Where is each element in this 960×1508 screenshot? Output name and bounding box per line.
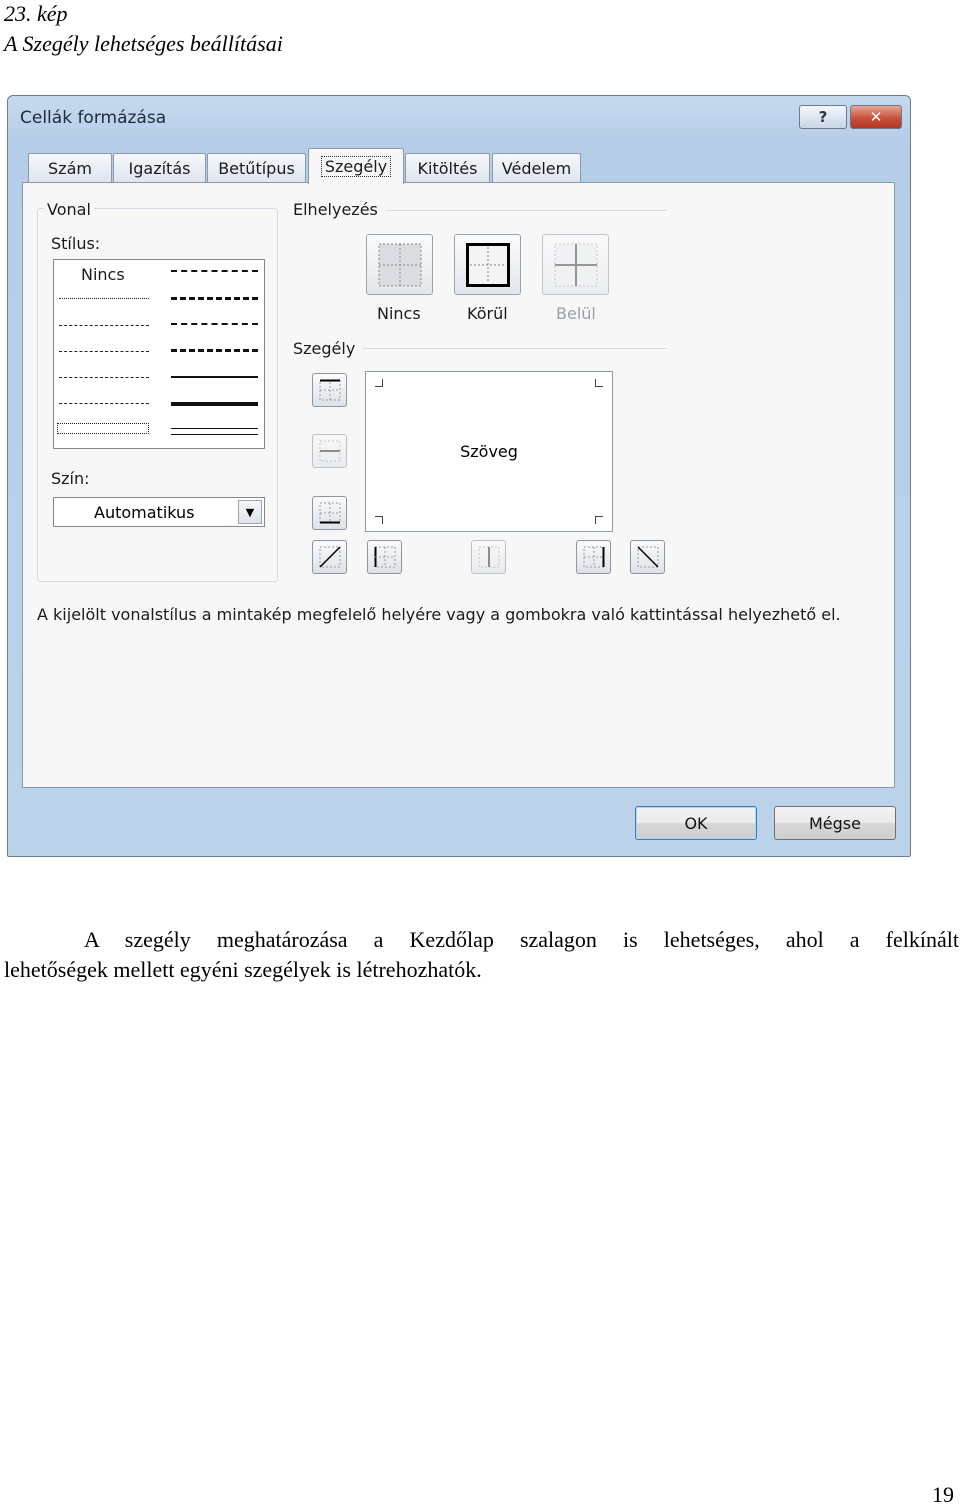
style-medium-dash-dot-dot[interactable] [171,270,258,272]
style-none[interactable]: Nincs [81,265,125,284]
border-top-button[interactable] [312,373,347,407]
figure-title: A Szegély lehetséges beállításai [4,31,283,56]
ok-button[interactable]: OK [635,806,757,840]
line-group-title: Vonal [44,200,94,219]
dialog-title: Cellák formázása [20,108,167,128]
border-outline-icon [466,243,510,287]
body-paragraph-line-1: A szegély meghatározása a Kezdőlap szalagon is lehetséges, ahol a felkínált [84,927,959,952]
line-style-list [53,259,265,449]
close-button[interactable]: ✕ [850,105,902,129]
border-preview[interactable] [365,371,613,532]
border-inside-vertical-button[interactable] [471,540,506,574]
tab-vedelem[interactable]: Védelem [492,153,581,183]
format-cells-dialog [7,95,911,857]
style-hairline[interactable] [59,298,149,299]
color-select[interactable] [53,497,265,527]
preview-corner-br [595,516,603,524]
preview-corner-bl [375,516,383,524]
presets-separator [386,210,667,211]
border-diagonal-up-icon [319,546,341,568]
border-group-title: Szegély [293,339,356,358]
preview-text: Szöveg [460,442,518,461]
border-inside-horizontal-button[interactable] [312,434,347,468]
border-inside-icon [554,243,598,287]
border-diagonal-down-icon [637,546,659,568]
cancel-button[interactable]: Mégse [774,806,896,840]
style-slanted-dash-dot[interactable] [171,297,258,300]
color-label: Szín: [51,469,90,488]
border-diagonal-down-button[interactable] [630,540,665,574]
style-dash-dot[interactable] [59,377,149,378]
style-double[interactable] [171,428,258,435]
preset-none-label: Nincs [377,304,421,323]
presets-group-title: Elhelyezés [293,200,378,219]
preset-outline-button[interactable] [454,234,521,295]
style-medium[interactable] [171,376,258,378]
border-top-icon [319,379,341,401]
preview-corner-tl [375,379,383,387]
preset-inside-button[interactable] [542,234,609,295]
tab-igazitas[interactable]: Igazítás [113,153,206,183]
border-inside-vertical-icon [478,546,500,568]
style-thin-selected[interactable] [57,423,149,434]
border-separator [363,348,667,349]
preview-corner-tr [595,379,603,387]
border-inside-horizontal-icon [319,440,341,462]
border-left-icon [374,546,396,568]
figure-number: 23. kép [4,1,68,26]
border-bottom-button[interactable] [312,496,347,530]
border-diagonal-up-button[interactable] [312,540,347,574]
tab-kitoltes[interactable]: Kitöltés [405,153,490,183]
border-none-icon [378,243,422,287]
tab-szam[interactable]: Szám [28,153,112,183]
tab-betutipus[interactable]: Betűtípus [207,153,306,183]
preset-inside-label: Belül [556,304,596,323]
border-right-button[interactable] [576,540,611,574]
border-right-icon [583,546,605,568]
border-left-button[interactable] [367,540,402,574]
color-value: Automatikus [94,503,195,522]
page-number: 19 [932,1482,954,1507]
body-paragraph-line-2: lehetőségek mellett egyéni szegélyek is létrehozhatók. [4,957,482,982]
style-medium-dashed[interactable] [171,349,258,352]
chevron-down-icon[interactable]: ▼ [238,500,262,524]
style-dash-dot-dot[interactable] [59,351,149,352]
preset-outline-label: Körül [467,304,508,323]
style-thick[interactable] [171,402,258,406]
border-bottom-icon [319,502,341,524]
style-label: Stílus: [51,234,101,253]
style-dotted[interactable] [59,325,149,326]
style-dashed[interactable] [59,403,149,404]
tab-szegely[interactable]: Szegély [308,148,404,184]
hint-text: A kijelölt vonalstílus a mintakép megfelelő helyére vagy a gombokra való kattintással helyezhető el. [37,605,841,624]
preset-none-button[interactable] [366,234,433,295]
style-medium-dash-dot[interactable] [171,323,258,325]
help-button[interactable]: ? [799,105,847,129]
